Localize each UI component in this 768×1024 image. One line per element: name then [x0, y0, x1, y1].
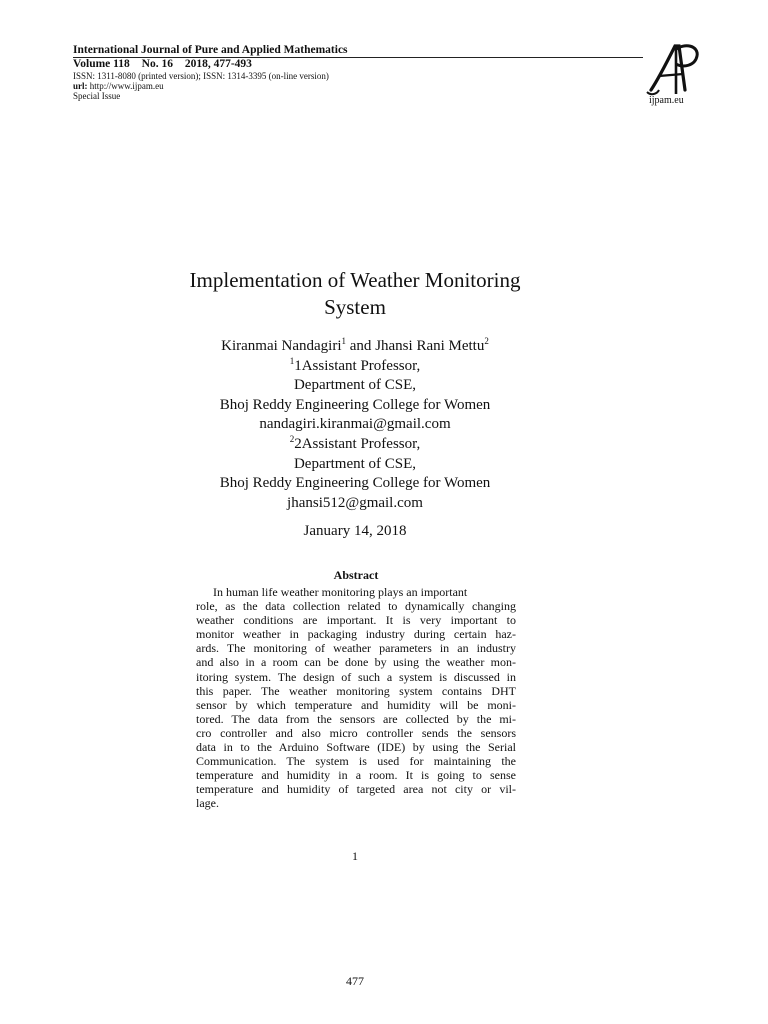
abstract-line: itoring system. The design of such a system is discussed in: [196, 669, 516, 684]
page-number: 1: [352, 849, 358, 863]
affil-1-college: Bhoj Reddy Engineering College for Women: [219, 396, 491, 413]
journal-header: [73, 44, 643, 101]
abstract-body: [196, 585, 516, 811]
abstract-line: temperature and humidity of targeted area not city or vil-: [196, 782, 516, 797]
journal-url-link[interactable]: http://www.ijpam.eu: [89, 81, 164, 91]
journal-page-number: 477: [346, 974, 364, 988]
header-rule: [73, 57, 643, 58]
abstract-line: this paper. The weather monitoring system contains DHT: [196, 683, 516, 698]
paper-date: January 14, 2018: [303, 523, 407, 539]
affil-2-email[interactable]: jhansi512@gmail.com: [287, 494, 423, 511]
abstract-line: In human life weather monitoring plays an important: [213, 585, 468, 599]
url-line: [73, 81, 643, 91]
affil-1-email[interactable]: nandagiri.kiranmai@gmail.com: [259, 416, 451, 433]
author-and: and: [346, 338, 376, 354]
special-issue: Special Issue: [73, 91, 121, 101]
abstract-line: temperature and humidity in a room. It is going to sense: [196, 768, 516, 783]
paper-title: [140, 267, 570, 321]
abstract-line: sensor by which temperature and humidity will be moni-: [196, 697, 516, 712]
author-1-sup: 1: [341, 336, 347, 346]
title-line-2: System: [324, 295, 386, 319]
abstract-line: weather conditions are important. It is very important to: [196, 613, 516, 628]
affil-1-role: [140, 357, 570, 377]
abstract-line: role, as the data collection related to dynamically changing: [196, 599, 516, 614]
abstract-line: data in to the Arduino Software (IDE) by using the Serial: [196, 740, 516, 755]
affil-2-dept: Department of CSE,: [293, 455, 417, 472]
author-line: [140, 337, 570, 357]
author-2-sup: 2: [484, 336, 489, 346]
title-line-1: Implementation of Weather Monitoring: [189, 268, 521, 292]
year-pages: 2018, 477-493: [184, 58, 252, 70]
affil-2-college: Bhoj Reddy Engineering College for Women: [219, 475, 491, 492]
affil-2-role-text: 2Assistant Professor,: [294, 435, 421, 452]
affil-1-role-text: 1Assistant Professor,: [294, 357, 421, 374]
abstract-line: monitor weather in packaging industry during certain haz-: [196, 627, 516, 642]
author-1: Kiranmai Nandagiri: [221, 338, 342, 354]
url-label: url:: [73, 81, 88, 91]
abstract-line: and also in a room can be done by using the weather mon-: [196, 655, 516, 670]
affil-1-sup: 1: [289, 355, 295, 366]
affil-2-sup: 2: [289, 433, 295, 444]
affil-1-dept: Department of CSE,: [293, 377, 417, 394]
ap-logo-icon: [645, 40, 701, 98]
issn-line: ISSN: 1311-8080 (printed version); ISSN: 1314-3395 (on-line version): [73, 71, 329, 81]
authors-block: [140, 337, 570, 513]
abstract-line: tored. The data from the sensors are collected by the mi-: [196, 711, 516, 726]
logo-caption: ijpam.eu: [649, 95, 684, 106]
journal-name: International Journal of Pure and Applied Mathematics: [73, 44, 348, 56]
abstract-line: lage.: [196, 796, 219, 811]
volume-line: [73, 58, 643, 71]
affil-2-role: [140, 435, 570, 455]
issue-number: No. 16: [141, 58, 173, 70]
volume: Volume 118: [73, 58, 130, 70]
abstract-line: cro controller and also micro controller sends the sensors: [196, 725, 516, 740]
abstract-line: ards. The monitoring of weather parameters in an industry: [196, 641, 516, 656]
abstract-line: Communication. The system is used for maintaining the: [196, 754, 516, 769]
journal-logo: [645, 40, 701, 108]
abstract-heading: Abstract: [333, 568, 379, 582]
author-2: Jhansi Rani Mettu: [375, 338, 485, 354]
